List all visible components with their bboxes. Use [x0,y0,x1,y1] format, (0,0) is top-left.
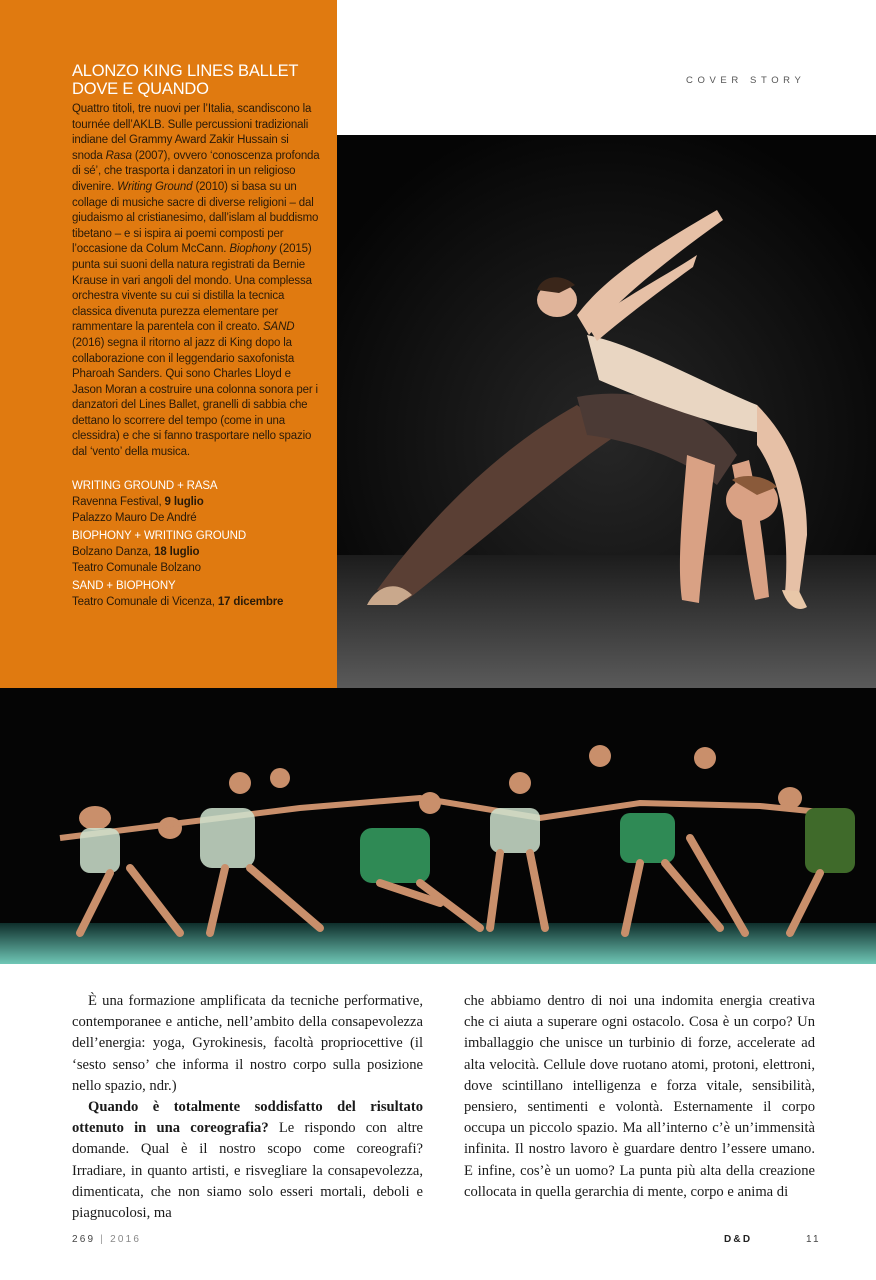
schedule [72,478,321,610]
article-paragraph: che abbiamo dentro di noi una indomita energia creativa che ci aiuta a superare ogni ostacolo. Cosa è un corpo? Un imballaggio che unisce un turbinio di forze, accelerate ad alta velocità. Cellule dove ruotano atomi, protoni, elettroni, dove scintillano intelligenza e forza vitale, sensibilità, pensiero, sentimenti e volontà. Esternamente il corpo occupa un piccolo spazio. Ma all’interno c’è un’immensità infinita. Il nostro lavoro è guardare dentro l’essere umano. E infine, cos’è un uomo? La punta più alta della creazione collocata in quella gerarchia di mente, corpo e anima di [464,993,815,1200]
photo-duet [337,135,876,688]
section-label: COVER STORY [686,75,806,86]
page-number: 11 [806,1234,821,1245]
title-rasa: Rasa [105,149,132,162]
box-title [72,62,321,98]
interview-question: Quando è totalmente soddisfatto del risultato ottenuto in una coreografia? [72,1099,423,1137]
box-title-line1: ALONZO KING LINES BALLET [72,62,299,80]
article-column-left [72,991,423,1224]
schedule-place: Bolzano Danza, [72,545,155,558]
article-column-right [464,991,815,1203]
schedule-venue: Teatro Comunale Bolzano [72,561,201,574]
title-writing-ground: Writing Ground [117,180,193,193]
photo-duet-illustration [337,135,876,688]
schedule-place: Teatro Comunale di Vicenza, [72,595,218,608]
info-box [0,0,337,688]
photo-ensemble-illustration [0,688,876,964]
schedule-date: 18 luglio [154,545,200,558]
schedule-item [72,528,321,576]
photo-ensemble [0,688,876,964]
magazine-name: D&D [724,1234,753,1245]
article-paragraph [72,1097,423,1224]
issue-year: 2016 [110,1234,142,1245]
box-body: Quattro titoli, tre nuovi per l’Italia, scandiscono la tournée dell’AKLB. Sulle percussioni tradizionali indiane del Grammy Award Zakir Hussain si snoda Rasa (2007), ovvero ‘conoscenza profonda di sé’, che trasporta i danzatori in un religioso divenire. Writing Ground (2010) si basa su un collage di musiche sacre di diverse religioni – dal giudaismo al cristianesimo, dall’islam al buddismo tibetano – e si ispira ai poemi composti per l’occasione da Colum McCann. Biophony (2015) punta sui suoni della natura registrati da Bernie Krause in vari angoli del mondo. Una complessa orchestra vivente su cui si distilla la tecnica classica divenuta purezza elementare per rammentare la parentela con il creato. SAND (2016) segna il ritorno al jazz di King dopo la collaborazione con il leggendario saxofonista Pharoah Sanders. Qui sono Charles Lloyd e Jason Moran a costruire una colonna sonora per i danzatori del Lines Ballet, granelli di sabbia che dettano lo scorrere del tempo (come in una clessidra) e che si fanno trasportare nello spazio dal ‘vento’ della musica. [72,103,320,459]
schedule-title: BIOPHONY + WRITING GROUND [72,529,246,542]
schedule-title: WRITING GROUND + RASA [72,479,218,492]
article-paragraph: È una formazione amplificata da tecniche performative, contemporanee e antiche, nell’ambito della consapevolezza dell’energia: yoga, Gyrokinesis, facoltà propriocettive (il ‘sesto senso’ che informa il nostro corpo sulla posizione nello spazio, ndr.) [72,993,423,1094]
issue-number: 269 [72,1234,96,1245]
schedule-place: Ravenna Festival, [72,495,165,508]
answer-text: Le rispondo con altre domande. Qual è il nostro scopo come coreografi? Irradiare, in quanto artisti, e risvegliare la consapevolezza, dimenticata, che non siamo solo esseri mortali, deboli e piagnucolosi, ma [72,1120,424,1222]
schedule-item [72,478,321,526]
schedule-item [72,578,321,610]
schedule-title: SAND + BIOPHONY [72,579,176,592]
title-biophony: Biophony [229,243,277,256]
schedule-venue: Palazzo Mauro De André [72,511,197,524]
title-sand: SAND [263,321,295,334]
footer-separator: | [100,1234,106,1245]
box-title-line2: DOVE E QUANDO [72,80,209,98]
schedule-date: 17 dicembre [217,595,284,608]
schedule-date: 9 luglio [164,495,204,508]
footer-issue [72,1234,141,1245]
